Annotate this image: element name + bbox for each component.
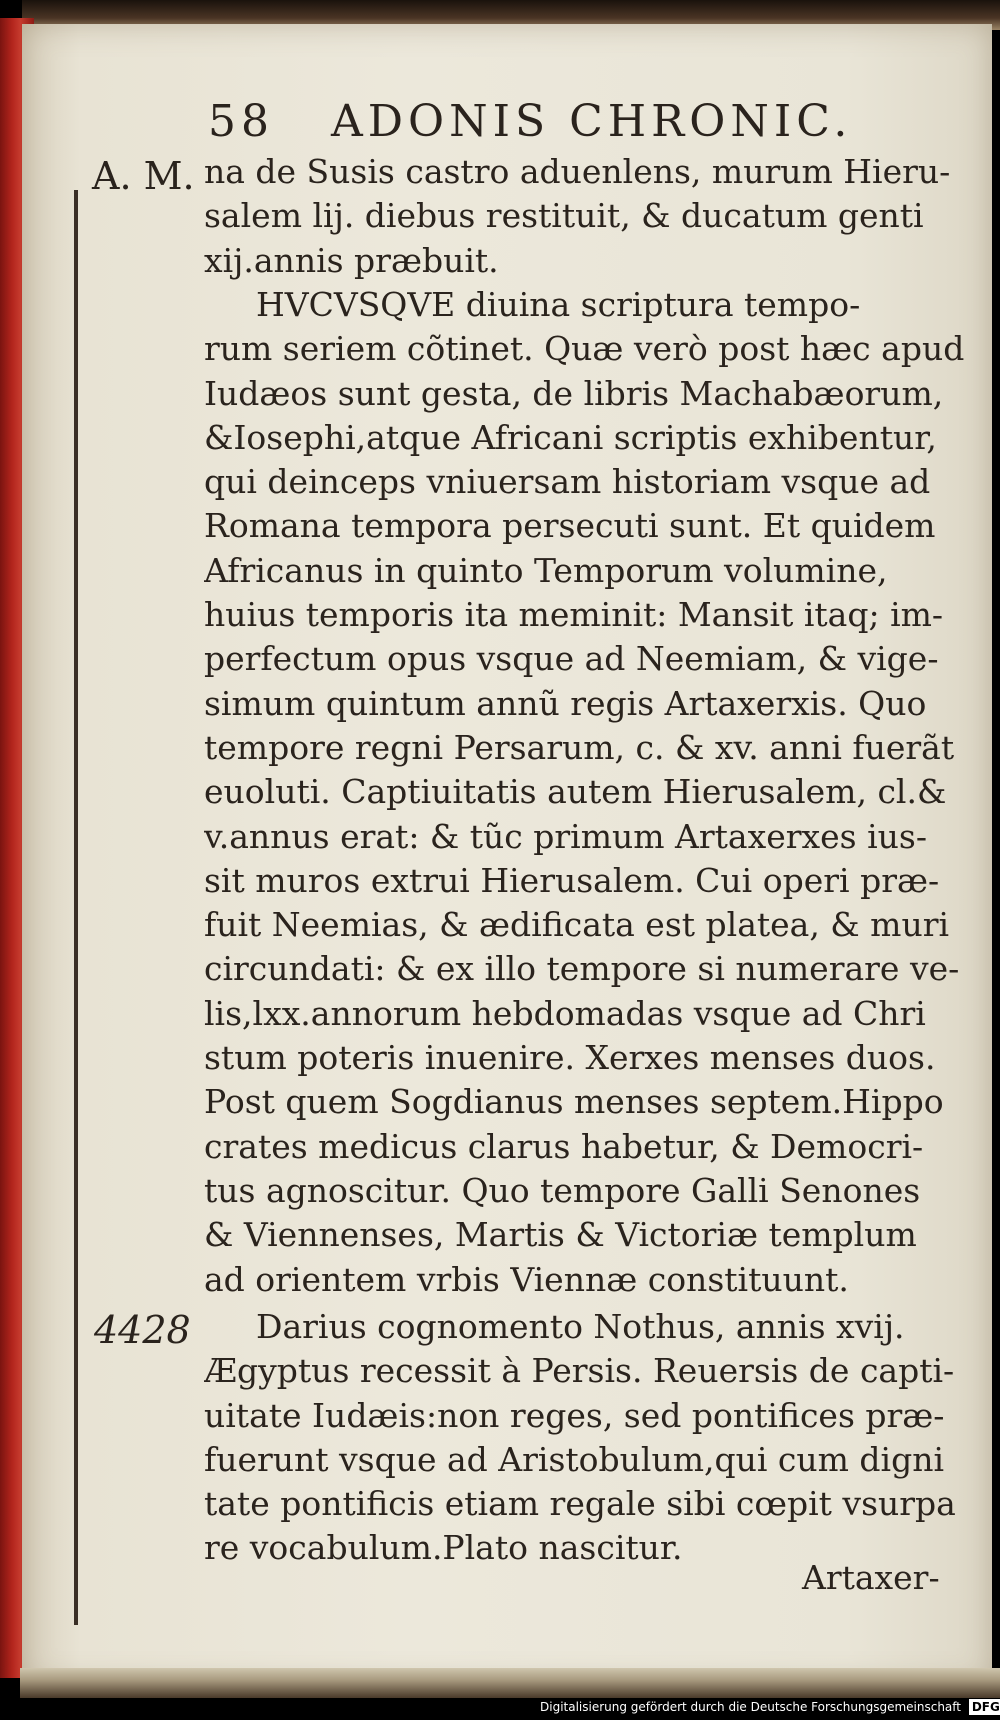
page-number: 58 [208, 96, 274, 147]
book-bottom-edge [20, 1668, 1000, 1698]
text-line: qui deinceps vniuersam historiam vsque ad [204, 462, 931, 502]
text-line: ad orientem vrbis Viennæ constituunt. [204, 1259, 849, 1299]
text-line: crates medicus clarus habetur, & Democri- [204, 1126, 924, 1166]
text-line: salem lij. diebus restituit, & ducatum genti [204, 196, 924, 236]
running-header [208, 96, 908, 147]
text-line: tus agnoscitur. Quo tempore Galli Senones [204, 1170, 921, 1210]
text-line: v.annus erat: & tũc primum Artaxerxes ius- [204, 816, 927, 856]
text-line: sit muros extrui Hierusalem. Cui operi præ- [204, 860, 940, 900]
text-line: & Viennenses, Martis & Victoriæ templum [204, 1215, 917, 1255]
text-line: HVCVSQVE diuina scriptura tempo- [256, 285, 861, 324]
text-line: perfectum opus vsque ad Neemiam, & vige- [204, 639, 939, 679]
text-line: lis,lxx.annorum hebdomadas vsque ad Chri [204, 993, 926, 1033]
text-line: uitate Iudæis:non reges, sed pontifices præ- [204, 1395, 945, 1435]
text-line: Africanus in quinto Temporum volumine, [204, 550, 888, 590]
running-title: ADONIS CHRONIC. [330, 96, 853, 147]
text-line: huius temporis ita meminit: Mansit itaq; im- [204, 595, 944, 635]
margin-year: 4428 [94, 1308, 191, 1352]
text-line: circundati: & ex illo tempore si numerare ve- [204, 949, 960, 989]
margin-rule [74, 190, 78, 1625]
catchword: Artaxer- [802, 1558, 940, 1597]
text-line: simum quintum annũ regis Artaxerxis. Quo [204, 683, 927, 723]
digitization-credit [540, 1696, 998, 1718]
text-line: euoluti. Captiuitatis autem Hierusalem, cl.& [204, 772, 947, 812]
text-line: fuerunt vsque ad Aristobulum,qui cum digni [204, 1439, 945, 1479]
text-line: xij.annis præbuit. [204, 240, 499, 280]
text-line: na de Susis castro aduenlens, murum Hieru- [204, 152, 951, 191]
text-line: re vocabulum.Plato nascitur. [204, 1528, 683, 1568]
credit-text: Digitalisierung gefördert durch die Deutsche Forschungsgemeinschaft [540, 1700, 962, 1714]
text-line: Ægyptus recessit à Persis. Reuersis de capti- [204, 1351, 955, 1391]
text-block-1 [204, 150, 964, 283]
text-line: fuit Neemias, & ædificata est platea, & muri [204, 905, 950, 945]
dfg-logo: DFG [969, 1699, 1000, 1715]
text-line: &Iosephi,atque Africani scriptis exhibentur, [204, 417, 937, 457]
text-block-3 [204, 1305, 964, 1571]
text-line: tempore regni Persarum, c. & xv. anni fuerãt [204, 727, 955, 767]
text-line: rum seriem cõtinet. Quæ verò post hæc apud [204, 329, 964, 369]
margin-anno-mundi: A. M. [92, 154, 195, 198]
text-line: tate pontificis etiam regale sibi cœpit vsurpa [204, 1484, 956, 1524]
text-line: Post quem Sogdianus menses septem.Hippo [204, 1082, 944, 1122]
text-line: Iudæos sunt gesta, de libris Machabæorum, [204, 373, 944, 413]
text-line: Romana tempora persecuti sunt. Et quidem [204, 506, 936, 546]
text-line: stum poteris inuenire. Xerxes menses duos. [204, 1038, 936, 1078]
text-block-2 [204, 283, 964, 1302]
text-line: Darius cognomento Nothus, annis xvij. [256, 1307, 905, 1346]
